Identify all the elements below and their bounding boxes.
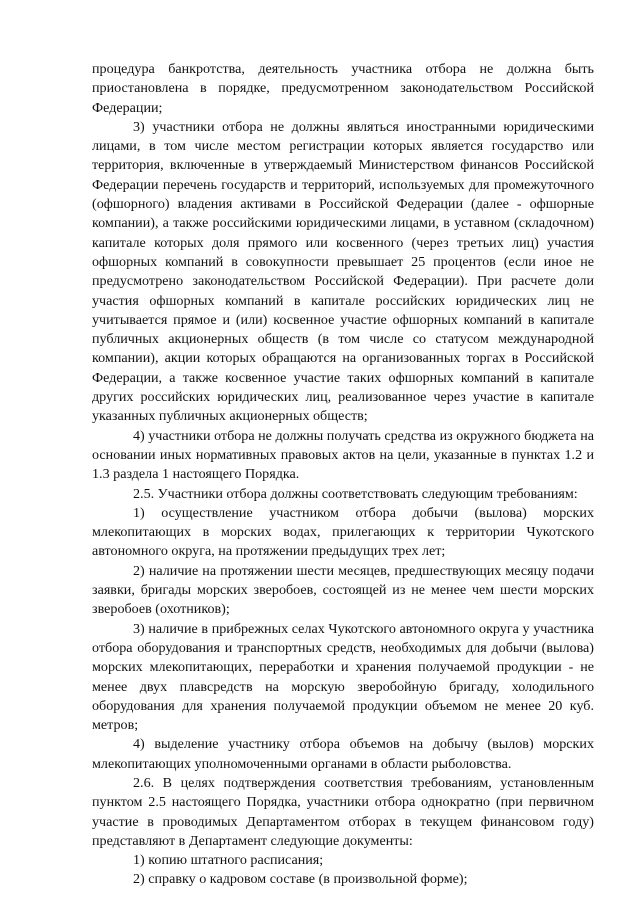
- paragraph-clause-2-5: 2.5. Участники отбора должны соответствовать следующим требованиям:: [133, 485, 578, 502]
- paragraph-document-1: 1) копию штатного расписания;: [133, 852, 324, 869]
- paragraph-bankruptcy-continuation: процедура банкротства, деятельность участника отбора не должна быть приостановлена в порядке, предусмотренном законодательством Российской Федерации;: [92, 61, 594, 116]
- paragraph-item-4-budget: 4) участники отбора не должны получать средства из окружного бюджета на основании иных нормативных правовых актов на цели, указанные в пунктах 1.2 и 1.3 раздела 1 настоящего Порядка.: [92, 427, 595, 483]
- paragraph-requirement-1: 1) осуществление участником отбора добычи (вылова) морских млекопитающих в морских водах, прилегающих к территории Чукотского автономного округа, на протяжении предыдущих трех лет;: [92, 504, 594, 560]
- paragraph-requirement-4: 4) выделение участнику отбора объемов на добычу (вылов) морских млекопитающих уполномоченными органами в области рыболовства.: [92, 736, 594, 772]
- paragraph-clause-2-6: 2.6. В целях подтверждения соответствия требованиям, установленным пунктом 2.5 настоящего Порядка, участники отбора однократно (при первичном участие в проводимых Департаментом отборах в текущем финансовом году) представляют в Департамент следующие документы:: [92, 774, 594, 849]
- paragraph-item-3-offshore: 3) участники отбора не должны являться иностранными юридическими лицами, в том числе местом регистрации которых является государство или территория, включенные в утверждаемый Министерством финансов Российской Федерации перечень государств и территорий, используемых для промежуточного (офшорного) владения активами в Российской Федерации (далее - офшорные компании), а также российскими юридическими лицами, в уставном (складочном) капитале которых доля прямого или косвенного (через третьих лиц) участия офшорных компаний в совокупности превышает 25 процентов (если иное не предусмотрено законодательством Российской Федерации). При расчете доли участия офшорных компаний в капитале российских юридических лиц не учитывается прямое и (или) косвенное участие офшорных компаний в капитале публичных акционерных обществ (в том числе со статусом международной компании), акции которых обращаются на организованных торгах в Российской Федерации, а также косвенное участие таких офшорных компаний в капитале других российских юридических лиц, реализованное через участие в капитале указанных публичных акционерных обществ;: [92, 118, 594, 425]
- paragraph-document-2: 2) справку о кадровом составе (в произвольной форме);: [133, 871, 468, 888]
- paragraph-requirement-2: 2) наличие на протяжении шести месяцев, предшествующих месяцу подачи заявки, бригады морских зверобоев, состоящей из не менее чем шести морских зверобоев (охотников);: [92, 562, 594, 618]
- paragraph-requirement-3: 3) наличие в прибрежных селах Чукотского автономного округа у участника отбора оборудования и транспортных средств, необходимых для добычи (вылова) морских млекопитающих, переработки и хранения получаемой продукции - не менее двух плавсредств на морскую зверобойную бригаду, холодильного оборудования для хранения получаемой продукции объемом не менее 20 куб. метров;: [92, 620, 594, 734]
- document-body: [92, 60, 594, 890]
